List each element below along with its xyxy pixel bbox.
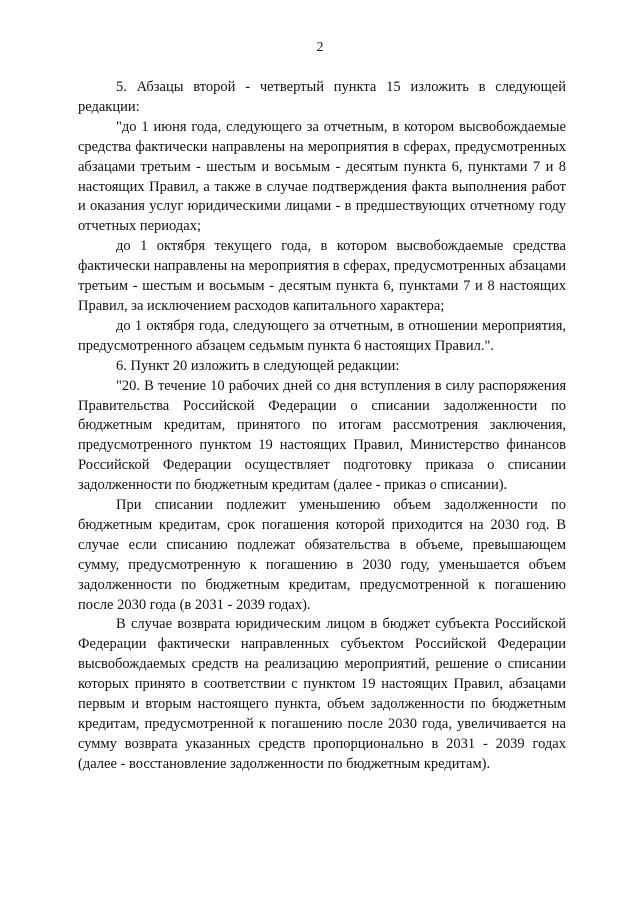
document-body [78,78,566,775]
paragraph-deadline-june: "до 1 июня года, следующего за отчетным, в котором высвобождаемые средства фактически направлены на мероприятия в сферах, предусмотренных абзацами третьим - шестым и восьмым - десятым пункта 6, пунктами 7 и 8 настоящих Правил, а также в случае подтверждения факта выполнения работ и оказания услуг юридическими лицами - в предшествующих отчетному году отчетных периодах; [78,118,566,235]
page-number: 2 [316,40,324,55]
paragraph-deadline-october-next: до 1 октября года, следующего за отчетным, в отношении мероприятия, предусмотренного абзацем седьмым пункта 6 настоящих Правил.". [78,317,566,354]
paragraph-item-6-header: 6. Пункт 20 изложить в следующей редакции: [116,357,400,374]
paragraph-write-off-reduction: При списании подлежит уменьшению объем задолженности по бюджетным кредитам, срок погашения которой приходится на 2030 год. В случае если списанию подлежат обязательства в объеме, превышающем сумму, предусмотренную к погашению в 2030 году, уменьшается объем задолженности по бюджетным кредитам, предусмотренной к погашению после 2030 года (в 2031 - 2039 годах). [78,497,566,613]
paragraph-item-5-header: 5. Абзацы второй - четвертый пункта 15 изложить в следующей редакции: [78,79,566,115]
paragraph-deadline-october-current: до 1 октября текущего года, в котором высвобождаемые средства фактически направлены на мероприятия в сферах, предусмотренных абзацами третьим - шестым и восьмым - десятым пункта 6, пунктами 7 и 8 настоящих Правил, за исключением расходов капитального характера; [78,238,566,314]
paragraph-point-20-text: "20. В течение 10 рабочих дней со дня вступления в силу распоряжения Правительства Российской Федерации о списании задолженности по бюджетным кредитам, принятого по итогам рассмотрения заключения, предусмотренного пунктом 19 настоящих Правил, Министерство финансов Российской Федерации осуществляет подготовку приказа о списании задолженности по бюджетным кредитам (далее - приказ о списании). [78,377,566,494]
paragraph-debt-restoration: В случае возврата юридическим лицом в бюджет субъекта Российской Федерации фактически направленных субъектом Российской Федерации высвобождаемых средств на реализацию мероприятий, решение о списании которых принято в соответствии с пунктом 19 настоящих Правил, абзацами первым и вторым настоящего пункта, объем задолженности по бюджетным кредитам, предусмотренной к погашению после 2030 года, увеличивается на сумму возврата указанных средств пропорционально в 2031 - 2039 годах (далее - восстановление задолженности по бюджетным кредитам). [78,616,566,772]
